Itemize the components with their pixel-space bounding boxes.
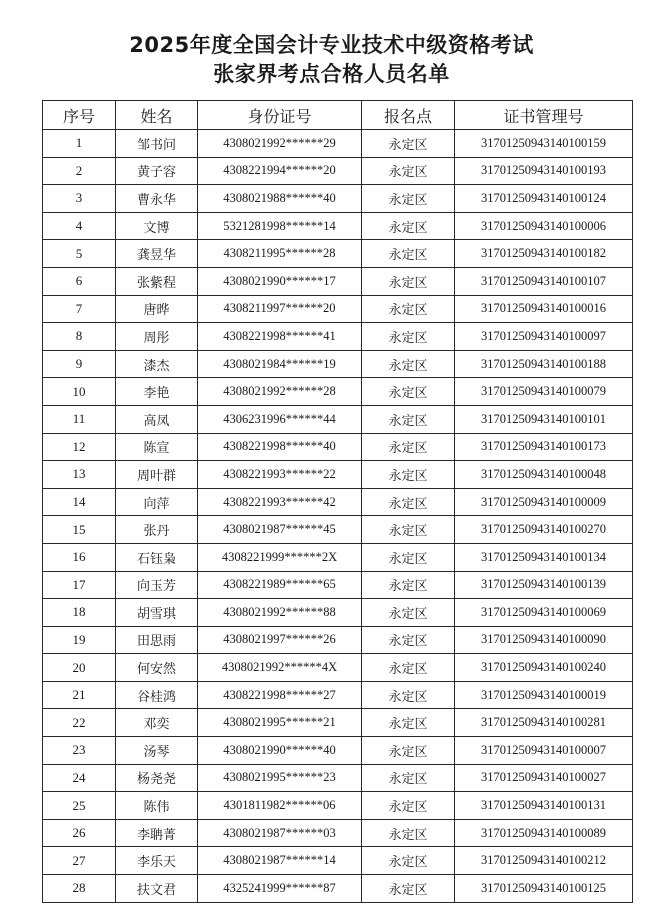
- cell-registration-site: 永定区: [362, 516, 455, 544]
- cell-id-number: 4308221998******41: [198, 323, 362, 351]
- table-row: [43, 875, 633, 903]
- cell-certificate-number: 31701250943140100270: [455, 516, 633, 544]
- cell-certificate-number: 31701250943140100048: [455, 461, 633, 489]
- cell-id-number: 4308021984******19: [198, 350, 362, 378]
- column-header-registration-site: 报名点: [362, 101, 455, 130]
- cell-registration-site: 永定区: [362, 709, 455, 737]
- cell-registration-site: 永定区: [362, 681, 455, 709]
- cell-seq: 22: [43, 709, 116, 737]
- cell-certificate-number: 31701250943140100240: [455, 654, 633, 682]
- table-row: [43, 847, 633, 875]
- cell-name: 周彤: [116, 323, 198, 351]
- cell-registration-site: 永定区: [362, 654, 455, 682]
- cell-name: 向玉芳: [116, 571, 198, 599]
- cell-certificate-number: 31701250943140100107: [455, 267, 633, 295]
- cell-id-number: 4301811982******06: [198, 792, 362, 820]
- table-row: [43, 571, 633, 599]
- cell-name: 谷桂鸿: [116, 681, 198, 709]
- table-row: [43, 681, 633, 709]
- cell-certificate-number: 31701250943140100016: [455, 295, 633, 323]
- table-row: [43, 378, 633, 406]
- cell-id-number: 4308211995******28: [198, 240, 362, 268]
- cell-certificate-number: 31701250943140100131: [455, 792, 633, 820]
- cell-id-number: 4308021990******40: [198, 737, 362, 765]
- cell-certificate-number: 31701250943140100079: [455, 378, 633, 406]
- cell-id-number: 4308021992******4X: [198, 654, 362, 682]
- cell-certificate-number: 31701250943140100089: [455, 819, 633, 847]
- cell-id-number: 4308021987******14: [198, 847, 362, 875]
- cell-id-number: 4308021987******03: [198, 819, 362, 847]
- cell-registration-site: 永定区: [362, 130, 455, 158]
- cell-certificate-number: 31701250943140100097: [455, 323, 633, 351]
- cell-registration-site: 永定区: [362, 847, 455, 875]
- table-row: [43, 654, 633, 682]
- cell-id-number: 4308021992******88: [198, 599, 362, 627]
- cell-name: 何安然: [116, 654, 198, 682]
- cell-name: 杨尧尧: [116, 764, 198, 792]
- table-row: [43, 599, 633, 627]
- cell-name: 陈宣: [116, 433, 198, 461]
- cell-name: 张丹: [116, 516, 198, 544]
- cell-registration-site: 永定区: [362, 185, 455, 213]
- cell-name: 田思雨: [116, 626, 198, 654]
- cell-id-number: 4308021992******29: [198, 130, 362, 158]
- cell-certificate-number: 31701250943140100090: [455, 626, 633, 654]
- cell-registration-site: 永定区: [362, 405, 455, 433]
- cell-registration-site: 永定区: [362, 240, 455, 268]
- cell-registration-site: 永定区: [362, 571, 455, 599]
- cell-seq: 26: [43, 819, 116, 847]
- cell-certificate-number: 31701250943140100006: [455, 212, 633, 240]
- cell-registration-site: 永定区: [362, 488, 455, 516]
- cell-certificate-number: 31701250943140100069: [455, 599, 633, 627]
- cell-id-number: 4308221989******65: [198, 571, 362, 599]
- cell-seq: 6: [43, 267, 116, 295]
- cell-seq: 20: [43, 654, 116, 682]
- cell-id-number: 4308221998******27: [198, 681, 362, 709]
- cell-registration-site: 永定区: [362, 157, 455, 185]
- cell-name: 胡雪琪: [116, 599, 198, 627]
- cell-registration-site: 永定区: [362, 378, 455, 406]
- cell-seq: 11: [43, 405, 116, 433]
- cell-name: 李聃菁: [116, 819, 198, 847]
- cell-seq: 1: [43, 130, 116, 158]
- cell-name: 龚昱华: [116, 240, 198, 268]
- page-subtitle: 张家界考点合格人员名单: [213, 62, 450, 86]
- table-row: [43, 792, 633, 820]
- cell-seq: 24: [43, 764, 116, 792]
- cell-id-number: 4308211997******20: [198, 295, 362, 323]
- cell-name: 曹永华: [116, 185, 198, 213]
- cell-certificate-number: 31701250943140100101: [455, 405, 633, 433]
- qualified-candidates-table: [42, 100, 633, 903]
- cell-certificate-number: 31701250943140100212: [455, 847, 633, 875]
- cell-registration-site: 永定区: [362, 737, 455, 765]
- cell-id-number: 4308221999******2X: [198, 543, 362, 571]
- column-header-name: 姓名: [116, 101, 198, 130]
- cell-id-number: 4308021995******21: [198, 709, 362, 737]
- cell-registration-site: 永定区: [362, 543, 455, 571]
- cell-registration-site: 永定区: [362, 819, 455, 847]
- cell-seq: 28: [43, 875, 116, 903]
- cell-name: 陈伟: [116, 792, 198, 820]
- cell-certificate-number: 31701250943140100019: [455, 681, 633, 709]
- table-row: [43, 764, 633, 792]
- cell-certificate-number: 31701250943140100159: [455, 130, 633, 158]
- cell-name: 张紫程: [116, 267, 198, 295]
- table-row: [43, 267, 633, 295]
- cell-name: 邓奕: [116, 709, 198, 737]
- cell-name: 汤琴: [116, 737, 198, 765]
- cell-name: 文博: [116, 212, 198, 240]
- table-row: [43, 185, 633, 213]
- cell-registration-site: 永定区: [362, 764, 455, 792]
- cell-id-number: 4308221998******40: [198, 433, 362, 461]
- cell-id-number: 4308021997******26: [198, 626, 362, 654]
- cell-seq: 13: [43, 461, 116, 489]
- table-row: [43, 626, 633, 654]
- cell-name: 周叶群: [116, 461, 198, 489]
- table-row: [43, 543, 633, 571]
- cell-certificate-number: 31701250943140100134: [455, 543, 633, 571]
- cell-seq: 17: [43, 571, 116, 599]
- cell-name: 漆杰: [116, 350, 198, 378]
- table-row: [43, 819, 633, 847]
- cell-seq: 9: [43, 350, 116, 378]
- cell-certificate-number: 31701250943140100139: [455, 571, 633, 599]
- cell-registration-site: 永定区: [362, 350, 455, 378]
- column-header-id-number: 身份证号: [198, 101, 362, 130]
- cell-id-number: 4308021990******17: [198, 267, 362, 295]
- cell-name: 李乐天: [116, 847, 198, 875]
- cell-seq: 15: [43, 516, 116, 544]
- cell-id-number: 5321281998******14: [198, 212, 362, 240]
- cell-certificate-number: 31701250943140100188: [455, 350, 633, 378]
- table-row: [43, 212, 633, 240]
- table-body: [43, 130, 633, 903]
- cell-registration-site: 永定区: [362, 461, 455, 489]
- cell-seq: 4: [43, 212, 116, 240]
- cell-seq: 3: [43, 185, 116, 213]
- cell-certificate-number: 31701250943140100182: [455, 240, 633, 268]
- cell-id-number: 4308021992******28: [198, 378, 362, 406]
- cell-seq: 21: [43, 681, 116, 709]
- table-row: [43, 295, 633, 323]
- table-row: [43, 350, 633, 378]
- cell-name: 唐晔: [116, 295, 198, 323]
- cell-certificate-number: 31701250943140100009: [455, 488, 633, 516]
- cell-id-number: 4325241999******87: [198, 875, 362, 903]
- cell-name: 黄子容: [116, 157, 198, 185]
- cell-name: 向萍: [116, 488, 198, 516]
- table-row: [43, 737, 633, 765]
- cell-seq: 5: [43, 240, 116, 268]
- cell-name: 石钰枭: [116, 543, 198, 571]
- cell-id-number: 4308021987******45: [198, 516, 362, 544]
- cell-certificate-number: 31701250943140100173: [455, 433, 633, 461]
- cell-certificate-number: 31701250943140100125: [455, 875, 633, 903]
- cell-id-number: 4308221994******20: [198, 157, 362, 185]
- column-header-certificate-number: 证书管理号: [455, 101, 633, 130]
- cell-registration-site: 永定区: [362, 212, 455, 240]
- cell-seq: 27: [43, 847, 116, 875]
- cell-seq: 16: [43, 543, 116, 571]
- cell-name: 高凤: [116, 405, 198, 433]
- cell-seq: 8: [43, 323, 116, 351]
- cell-registration-site: 永定区: [362, 599, 455, 627]
- cell-seq: 14: [43, 488, 116, 516]
- cell-seq: 12: [43, 433, 116, 461]
- cell-name: 邹书问: [116, 130, 198, 158]
- table-row: [43, 709, 633, 737]
- cell-registration-site: 永定区: [362, 323, 455, 351]
- cell-seq: 7: [43, 295, 116, 323]
- cell-id-number: 4306231996******44: [198, 405, 362, 433]
- cell-seq: 2: [43, 157, 116, 185]
- cell-registration-site: 永定区: [362, 433, 455, 461]
- cell-registration-site: 永定区: [362, 792, 455, 820]
- page-title: 2025年度全国会计专业技术中级资格考试: [129, 33, 534, 57]
- cell-registration-site: 永定区: [362, 626, 455, 654]
- cell-certificate-number: 31701250943140100124: [455, 185, 633, 213]
- table-row: [43, 405, 633, 433]
- table-row: [43, 461, 633, 489]
- cell-registration-site: 永定区: [362, 295, 455, 323]
- table-row: [43, 488, 633, 516]
- column-header-seq: 序号: [43, 101, 116, 130]
- cell-registration-site: 永定区: [362, 267, 455, 295]
- cell-name: 扶文君: [116, 875, 198, 903]
- table-row: [43, 157, 633, 185]
- cell-id-number: 4308221993******42: [198, 488, 362, 516]
- cell-seq: 19: [43, 626, 116, 654]
- cell-certificate-number: 31701250943140100281: [455, 709, 633, 737]
- cell-certificate-number: 31701250943140100193: [455, 157, 633, 185]
- table-row: [43, 323, 633, 351]
- cell-certificate-number: 31701250943140100027: [455, 764, 633, 792]
- cell-id-number: 4308021995******23: [198, 764, 362, 792]
- cell-seq: 18: [43, 599, 116, 627]
- cell-certificate-number: 31701250943140100007: [455, 737, 633, 765]
- cell-seq: 25: [43, 792, 116, 820]
- table-header-row: [43, 101, 633, 130]
- table-row: [43, 240, 633, 268]
- cell-id-number: 4308021988******40: [198, 185, 362, 213]
- table-row: [43, 130, 633, 158]
- cell-seq: 10: [43, 378, 116, 406]
- cell-seq: 23: [43, 737, 116, 765]
- table-row: [43, 433, 633, 461]
- table-row: [43, 516, 633, 544]
- cell-registration-site: 永定区: [362, 875, 455, 903]
- cell-id-number: 4308221993******22: [198, 461, 362, 489]
- cell-name: 李艳: [116, 378, 198, 406]
